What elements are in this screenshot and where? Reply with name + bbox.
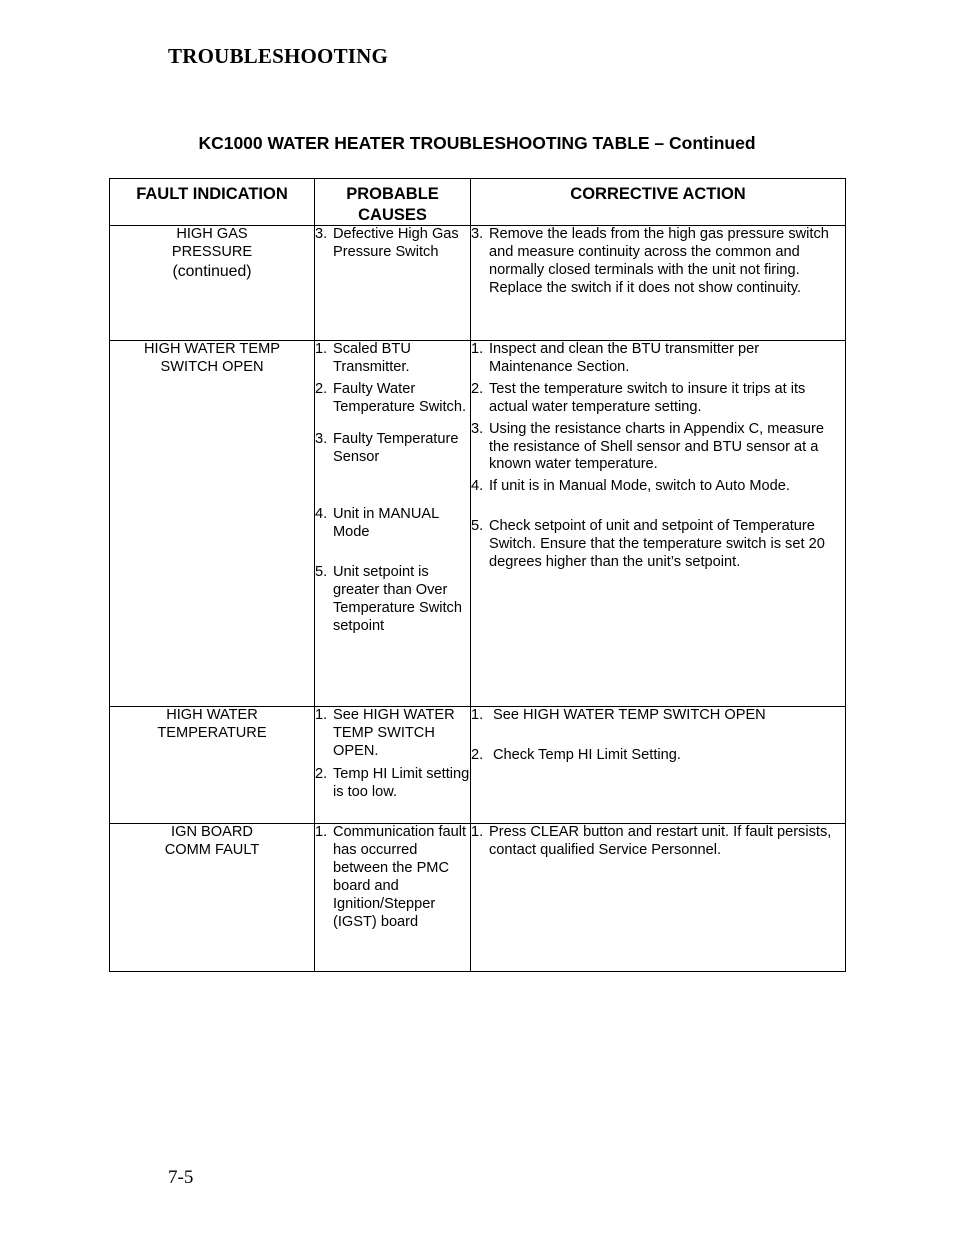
fault-line: HIGH WATER — [166, 707, 258, 723]
fault-line: SWITCH OPEN — [160, 358, 264, 375]
cause-item: 5. Unit setpoint is greater than Over Temperature Switch setpoint — [315, 564, 462, 634]
cause-item: 2. Faulty Water Temperature Switch. — [315, 380, 467, 415]
fault-line: HIGH GAS — [176, 226, 248, 242]
fault-line: COMM FAULT — [164, 841, 260, 858]
cause-item: 3. Faulty Temperature Sensor — [315, 430, 459, 465]
cause-item: 1. See HIGH WATER TEMP SWITCH OPEN. — [315, 707, 455, 759]
action-item: 2. Test the temperature switch to insure it trips at its actual water temperature setting. — [471, 380, 806, 415]
fault-cell — [110, 707, 315, 824]
fault-line: PRESSURE — [171, 243, 253, 260]
fault-line: HIGH WATER TEMP — [144, 341, 280, 357]
actions-cell — [471, 341, 846, 707]
table-header-row — [110, 179, 846, 226]
actions-cell — [471, 824, 846, 972]
cause-item: 1. Scaled BTU Transmitter. — [315, 341, 411, 375]
action-item: 1. Inspect and clean the BTU transmitter per Maintenance Section. — [471, 341, 760, 375]
cause-item: 2. Temp HI Limit setting is too low. — [315, 765, 470, 800]
fault-cell — [110, 824, 315, 972]
fault-cell — [110, 341, 315, 707]
action-item: 3. Using the resistance charts in Appendix C, measure the resistance of Shell sensor and BTU sensor at a known water temperature. — [471, 420, 825, 473]
troubleshooting-table — [109, 178, 846, 972]
action-item: 1. See HIGH WATER TEMP SWITCH OPEN — [471, 707, 766, 723]
page-number: 7-5 — [168, 1167, 194, 1188]
causes-cell — [315, 707, 471, 824]
actions-cell — [471, 226, 846, 341]
table-row — [110, 226, 846, 341]
col-header-causes: PROBABLE CAUSES — [315, 179, 471, 226]
action-item: 3. Remove the leads from the high gas pressure switch and measure continuity across the common and normally closed terminals with the unit not firing. Replace the switch if it does not show continuity. — [471, 226, 829, 296]
actions-cell — [471, 707, 846, 824]
table-row — [110, 341, 846, 707]
fault-line: TEMPERATURE — [157, 724, 267, 741]
action-item: 4. If unit is in Manual Mode, switch to Auto Mode. — [471, 478, 790, 495]
fault-line: IGN BOARD — [171, 824, 253, 840]
table-row — [110, 707, 846, 824]
col-header-action: CORRECTIVE ACTION — [471, 179, 846, 226]
table-title: KC1000 WATER HEATER TROUBLESHOOTING TABLE – Continued — [198, 133, 756, 153]
cause-item: 1. Communication fault has occurred between the PMC board and Ignition/Stepper (IGST) board — [315, 824, 467, 930]
fault-line: (continued) — [172, 262, 252, 280]
action-item: 1. Press CLEAR button and restart unit. If fault persists, contact qualified Service Personnel. — [471, 824, 832, 858]
action-item: 2. Check Temp HI Limit Setting. — [471, 746, 681, 763]
table-row — [110, 824, 846, 972]
fault-cell — [110, 226, 315, 341]
col-header-fault: FAULT INDICATION — [110, 179, 315, 226]
cause-item: 3. Defective High Gas Pressure Switch — [315, 226, 459, 260]
cause-item: 4. Unit in MANUAL Mode — [315, 506, 439, 541]
causes-cell — [315, 824, 471, 972]
action-item: 5. Check setpoint of unit and setpoint of Temperature Switch. Ensure that the temperature switch is set 20 degrees higher than the unit’s setpoint. — [471, 518, 825, 571]
causes-cell — [315, 341, 471, 707]
page-header: TROUBLESHOOTING — [168, 44, 389, 68]
causes-cell — [315, 226, 471, 341]
